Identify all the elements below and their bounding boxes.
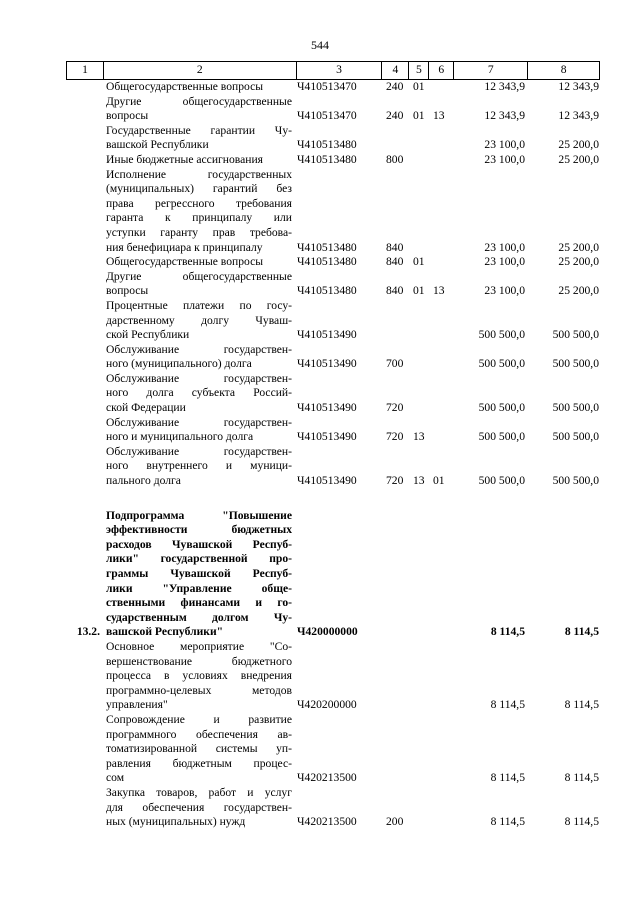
row-amount-year-1: 12 343,9: [484, 109, 525, 123]
row-target-code: Ч410513490: [297, 357, 357, 371]
row-name: [103, 270, 296, 299]
row-name: [103, 372, 296, 416]
row-name-line: ного долга субъекта Россий-: [106, 386, 292, 400]
row-name-line: равления бюджетным процес-: [106, 756, 292, 770]
row-section: 01: [413, 109, 425, 123]
row-target-code: Ч410513470: [297, 80, 357, 93]
row-amount-year-1: 23 100,0: [484, 138, 525, 152]
row-name-line: дарственному долгу Чуваш-: [106, 313, 292, 327]
row-name-line: ственными финансами и го-: [106, 596, 292, 610]
row-amount-year-2: 12 343,9: [558, 80, 599, 93]
row-name-line: томатизированной системы уп-: [106, 742, 292, 756]
row-amount-year-2: 500 500,0: [552, 474, 599, 488]
row-expense-type: 840: [386, 240, 404, 254]
row-target-code: Ч410513480: [297, 240, 357, 254]
table-body: [66, 80, 600, 830]
table-row: [66, 168, 600, 256]
row-amount-year-2: 500 500,0: [552, 401, 599, 415]
row-name-line: Другие общегосударственные: [106, 94, 292, 108]
row-name-line: Государственные гарантии Чу-: [106, 123, 292, 137]
row-name-line: программно-целевых методов: [106, 683, 292, 697]
row-target-code: Ч410513490: [297, 430, 357, 444]
row-name-line: сударственным долгом Чу-: [106, 610, 292, 624]
header-col-3: 3: [297, 62, 383, 79]
row-name-line: вопросы: [106, 109, 149, 123]
row-name-line: вашской Республики": [106, 625, 224, 639]
row-name: [103, 124, 296, 153]
row-subsection: 13: [433, 109, 445, 123]
row-name-line: Обслуживание государствен-: [106, 444, 292, 458]
row-name: [103, 786, 296, 830]
row-target-code: Ч410513470: [297, 109, 357, 123]
table-row: [66, 343, 600, 372]
table-row: [66, 509, 600, 640]
row-amount-year-1: 8 114,5: [490, 815, 525, 829]
row-target-code: Ч410513480: [297, 255, 357, 269]
row-name-line: Обслуживание государствен-: [106, 415, 292, 429]
row-target-code: Ч410513490: [297, 328, 357, 342]
row-name-line: Сопровождение и развитие: [106, 712, 292, 726]
row-section: 13: [413, 474, 425, 488]
row-amount-year-2: 8 114,5: [564, 698, 599, 712]
row-expense-type: 800: [386, 152, 404, 166]
header-col-1: 1: [67, 62, 104, 79]
row-name-line: лики" государственной про-: [106, 552, 292, 566]
row-expense-type: 720: [386, 430, 404, 444]
table-row: [66, 255, 600, 270]
row-name: [103, 153, 296, 168]
table-row: [66, 124, 600, 153]
row-name-line: (муниципальных) гарантий без: [106, 182, 292, 196]
row-name-line: вашской Республики: [106, 138, 209, 152]
row-amount-year-1: 23 100,0: [484, 152, 525, 166]
table-header: [66, 61, 600, 80]
row-amount-year-2: 25 200,0: [558, 255, 599, 269]
row-expense-type: 200: [386, 815, 404, 829]
table-row: [66, 372, 600, 416]
row-name: [103, 95, 296, 124]
row-name: [103, 255, 296, 270]
table-row: [66, 640, 600, 713]
row-name-line: Общегосударственные вопросы: [106, 80, 264, 93]
row-amount-year-2: 8 114,5: [564, 815, 599, 829]
header-col-8: 8: [528, 62, 600, 79]
row-name-line: ской Федерации: [106, 401, 186, 415]
row-name: [103, 509, 296, 640]
row-name-line: программного обеспечения ав-: [106, 727, 292, 741]
row-target-code: Ч410513480: [297, 138, 357, 152]
table-row: [66, 416, 600, 445]
row-amount-year-1: 500 500,0: [478, 328, 525, 342]
table-row: [66, 95, 600, 124]
row-name: [103, 168, 296, 256]
row-expense-type: 720: [386, 401, 404, 415]
row-subsection: 13: [433, 284, 445, 298]
row-target-code: Ч410513480: [297, 284, 357, 298]
row-name-line: граммы Чувашской Респуб-: [106, 567, 292, 580]
row-target-code: Ч420213500: [297, 815, 357, 829]
row-name: [103, 445, 296, 489]
row-name: [103, 80, 296, 95]
row-amount-year-1: 23 100,0: [484, 284, 525, 298]
row-amount-year-1: 8 114,5: [490, 625, 525, 639]
row-name-line: ного внутреннего и муници-: [106, 459, 292, 473]
row-name: [103, 343, 296, 372]
row-amount-year-2: 500 500,0: [552, 328, 599, 342]
row-amount-year-1: 23 100,0: [484, 240, 525, 254]
row-name: [103, 416, 296, 445]
table-row: [66, 153, 600, 168]
row-amount-year-2: 12 343,9: [558, 109, 599, 123]
row-target-code: Ч410513490: [297, 401, 357, 415]
row-name: [103, 640, 296, 713]
row-name-line: Обслуживание государствен-: [106, 342, 292, 356]
row-name-line: Иные бюджетные ассигнования: [106, 152, 263, 166]
row-name-line: Подпрограмма "Повышение: [106, 508, 292, 522]
row-amount-year-1: 500 500,0: [478, 430, 525, 444]
row-name-line: управления": [106, 698, 168, 712]
row-name-line: сом: [106, 771, 125, 785]
table-row: [66, 270, 600, 299]
row-expense-type: 720: [386, 474, 404, 488]
row-name-line: уступки гаранту прав требова-: [106, 225, 292, 239]
row-name-line: Процентные платежи по госу-: [106, 298, 292, 312]
row-name-line: гаранта к принципалу или: [106, 211, 292, 225]
row-amount-year-1: 8 114,5: [490, 771, 525, 785]
row-name-line: ской Республики: [106, 328, 190, 342]
row-target-code: Ч420000000: [297, 625, 358, 639]
row-amount-year-2: 25 200,0: [558, 240, 599, 254]
row-section: 01: [413, 255, 425, 269]
budget-table: [66, 61, 600, 830]
page-number: 544: [311, 38, 329, 52]
row-name-line: ного (муниципального) долга: [106, 357, 252, 371]
row-expense-type: 840: [386, 284, 404, 298]
row-amount-year-2: 25 200,0: [558, 152, 599, 166]
row-name-line: для обеспечения государствен-: [106, 800, 292, 814]
row-target-code: Ч410513480: [297, 152, 357, 166]
row-amount-year-1: 500 500,0: [478, 474, 525, 488]
row-amount-year-1: 23 100,0: [484, 255, 525, 269]
row-amount-year-2: 25 200,0: [558, 138, 599, 152]
row-expense-type: 240: [386, 109, 404, 123]
row-amount-year-2: 25 200,0: [558, 284, 599, 298]
row-name-line: процесса в условиях внедрения: [106, 669, 292, 683]
row-section: 01: [413, 284, 425, 298]
row-name-line: расходов Чувашской Респуб-: [106, 537, 292, 551]
row-amount-year-2: 8 114,5: [564, 771, 599, 785]
row-name-line: ного и муниципального долга: [106, 430, 254, 444]
row-name: [103, 299, 296, 343]
row-amount-year-1: 8 114,5: [490, 698, 525, 712]
row-name-line: вершенствование бюджетного: [106, 654, 292, 668]
header-col-5: 5: [409, 62, 429, 79]
row-name-line: права регрессного требования: [106, 196, 292, 210]
table-row: [66, 786, 600, 830]
row-name-line: пального долга: [106, 474, 181, 488]
header-col-2: 2: [104, 62, 297, 79]
row-amount-year-2: 500 500,0: [552, 430, 599, 444]
row-amount-year-1: 12 343,9: [484, 80, 525, 93]
row-name-line: Обслуживание государствен-: [106, 371, 292, 385]
row-target-code: Ч420213500: [297, 771, 357, 785]
row-name-line: Другие общегосударственные: [106, 269, 292, 283]
header-col-6: 6: [429, 62, 454, 79]
row-expense-type: 240: [386, 80, 404, 93]
row-subsection: 01: [433, 474, 445, 488]
table-row: [66, 713, 600, 786]
table-row: [66, 80, 600, 95]
row-name-line: Общегосударственные вопросы: [106, 255, 264, 269]
row-expense-type: 700: [386, 357, 404, 371]
row-name-line: Исполнение государственных: [106, 167, 292, 181]
row-name-line: ных (муниципальных) нужд: [106, 815, 246, 829]
header-col-4: 4: [382, 62, 409, 79]
row-name: [103, 713, 296, 786]
row-amount-year-2: 8 114,5: [564, 625, 599, 639]
row-amount-year-2: 500 500,0: [552, 357, 599, 371]
row-name-line: ния бенефициара к принципалу: [106, 240, 263, 254]
row-amount-year-1: 500 500,0: [478, 357, 525, 371]
row-section: 01: [413, 80, 425, 93]
row-number: 13.2.: [76, 625, 100, 639]
row-expense-type: 840: [386, 255, 404, 269]
row-name-line: лики "Управление обще-: [106, 581, 292, 595]
row-name-line: Основное мероприятие "Со-: [106, 639, 292, 653]
row-name-line: эффективности бюджетных: [106, 523, 292, 537]
row-target-code: Ч420200000: [297, 698, 357, 712]
row-name-line: Закупка товаров, работ и услуг: [106, 785, 292, 799]
table-row: [66, 445, 600, 489]
row-target-code: Ч410513490: [297, 474, 357, 488]
table-row: [66, 299, 600, 343]
row-section: 13: [413, 430, 425, 444]
row-name-line: вопросы: [106, 284, 149, 298]
row-amount-year-1: 500 500,0: [478, 401, 525, 415]
header-col-7: 7: [454, 62, 528, 79]
row-spacer: [66, 489, 600, 509]
